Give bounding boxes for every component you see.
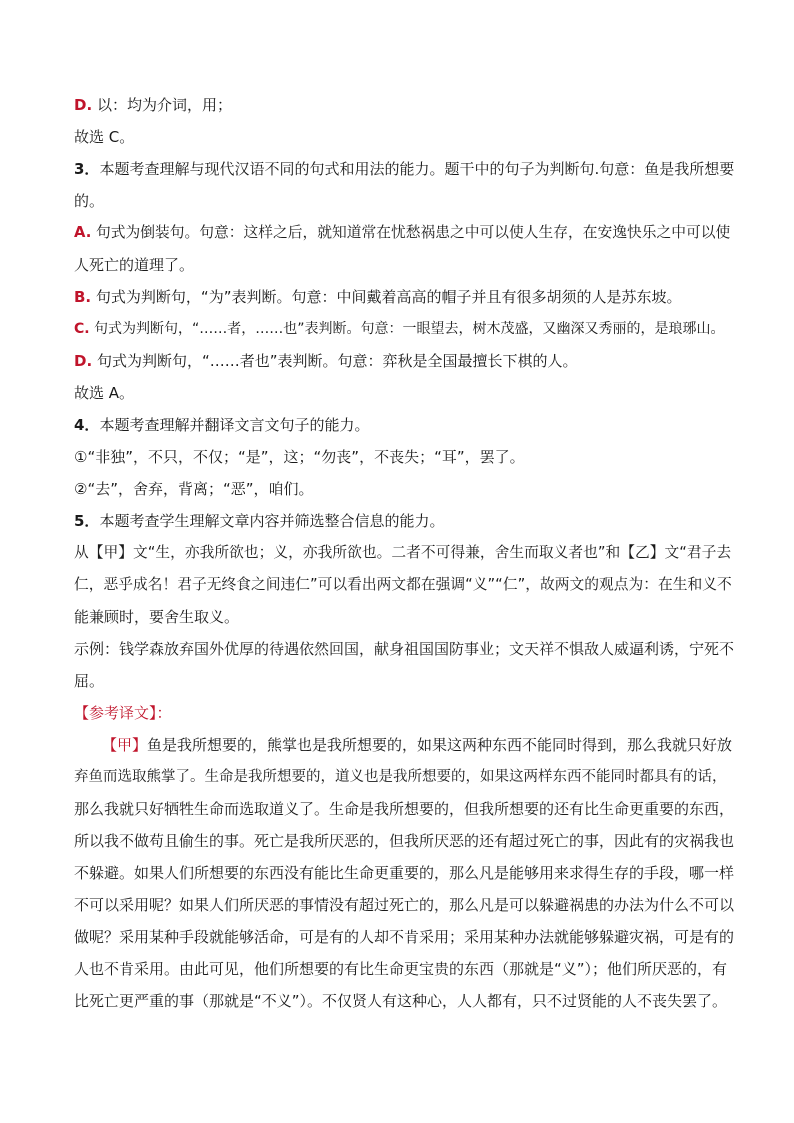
translation-line: 不可以采用呢？如果人们所厌恶的事情没有超过死亡的，那么凡是可以躲避祸患的办法为什么不可以 — [74, 896, 735, 914]
answer-line: 人死亡的道理了。 — [74, 256, 195, 274]
answer-line: C. 句式为判断句，“……者，……也”表判断。句意：一眼望去，树木茂盛，又幽深又秀丽的，是琅琊山。 — [74, 321, 725, 337]
answer-line: 故选 A。 — [74, 384, 135, 402]
answer-line: D. 句式为判断句，“……者也”表判断。句意：弈秋是全国最擅长下棋的人。 — [74, 352, 578, 370]
answer-line: 从【甲】文“生，亦我所欲也；义，亦我所欲也。二者不可得兼，舍生而取义者也”和【乙】文“君子去 — [74, 544, 732, 561]
answer-line: 4．本题考查理解并翻译文言文句子的能力。 — [74, 416, 370, 434]
answer-line: D. 以：均为介词，用； — [74, 96, 232, 114]
answer-line: A. 句式为倒装句。句意：这样之后，就知道常在忧愁祸患之中可以使人生存，在安逸快乐之中可以使 — [74, 224, 731, 241]
answer-line: B. 句式为判断句，“为”表判断。句意：中间戴着高高的帽子并且有很多胡须的人是苏东坡。 — [74, 288, 682, 306]
translation-line: 那么我就只好牺牲生命而选取道义了。生命是我所想要的，但我所想要的还有比生命更重要的东西， — [74, 800, 735, 818]
translation-line: 不躲避。如果人们所想要的东西没有能比生命更重要的，那么凡是能够用来求得生存的手段，哪一样 — [74, 864, 735, 882]
answer-line: 仁，恶乎成名！君子无终食之间违仁”可以看出两文都在强调“义”“仁”，故两文的观点为：在生和义不 — [74, 576, 732, 593]
answer-line: 屈。 — [74, 672, 105, 690]
answer-line: 的。 — [74, 192, 105, 210]
answer-line: 5．本题考查学生理解文章内容并筛选整合信息的能力。 — [74, 512, 445, 530]
translation-line: 人也不肯采用。由此可见，他们所想要的有比生命更宝贵的东西（那就是“义”）；他们所厌恶的，有 — [74, 960, 728, 978]
translation-line: 做呢？采用某种手段就能够活命，可是有的人却不肯采用；采用某种办法就能够躲避灾祸，可是有的 — [74, 928, 735, 946]
answer-line: 示例：钱学森放弃国外优厚的待遇依然回国，献身祖国国防事业；文天祥不惧敌人威逼利诱，宁死不 — [74, 640, 735, 658]
answer-line: 3．本题考查理解与现代汉语不同的句式和用法的能力。题干中的句子为判断句.句意：鱼是我所想要 — [74, 160, 735, 178]
translation-line: 弃鱼而选取熊掌了。生命是我所想要的，道义也是我所想要的，如果这两样东西不能同时都具有的话， — [74, 769, 727, 785]
translation-heading: 【参考译文】： — [74, 704, 172, 722]
translation-line: 【甲】鱼是我所想要的，熊掌也是我所想要的，如果这两种东西不能同时得到，那么我就只好放 — [102, 736, 733, 754]
answer-line: 能兼顾时，要舍生取义。 — [74, 608, 240, 626]
answer-line: ①“非独”，不只，不仅；“是”，这；“勿丧”，不丧失；“耳”，罢了。 — [74, 448, 525, 466]
translation-line: 所以我不做苟且偷生的事。死亡是我所厌恶的，但我所厌恶的还有超过死亡的事，因此有的灾祸我也 — [74, 832, 735, 850]
answer-line: 故选 C。 — [74, 128, 135, 146]
answer-line: ②“去”，舍弃，背离；“恶”，咱们。 — [74, 480, 314, 498]
translation-line: 比死亡更严重的事（那就是“不义”）。不仅贤人有这种心，人人都有，只不过贤能的人不丧失罢了。 — [74, 992, 728, 1010]
